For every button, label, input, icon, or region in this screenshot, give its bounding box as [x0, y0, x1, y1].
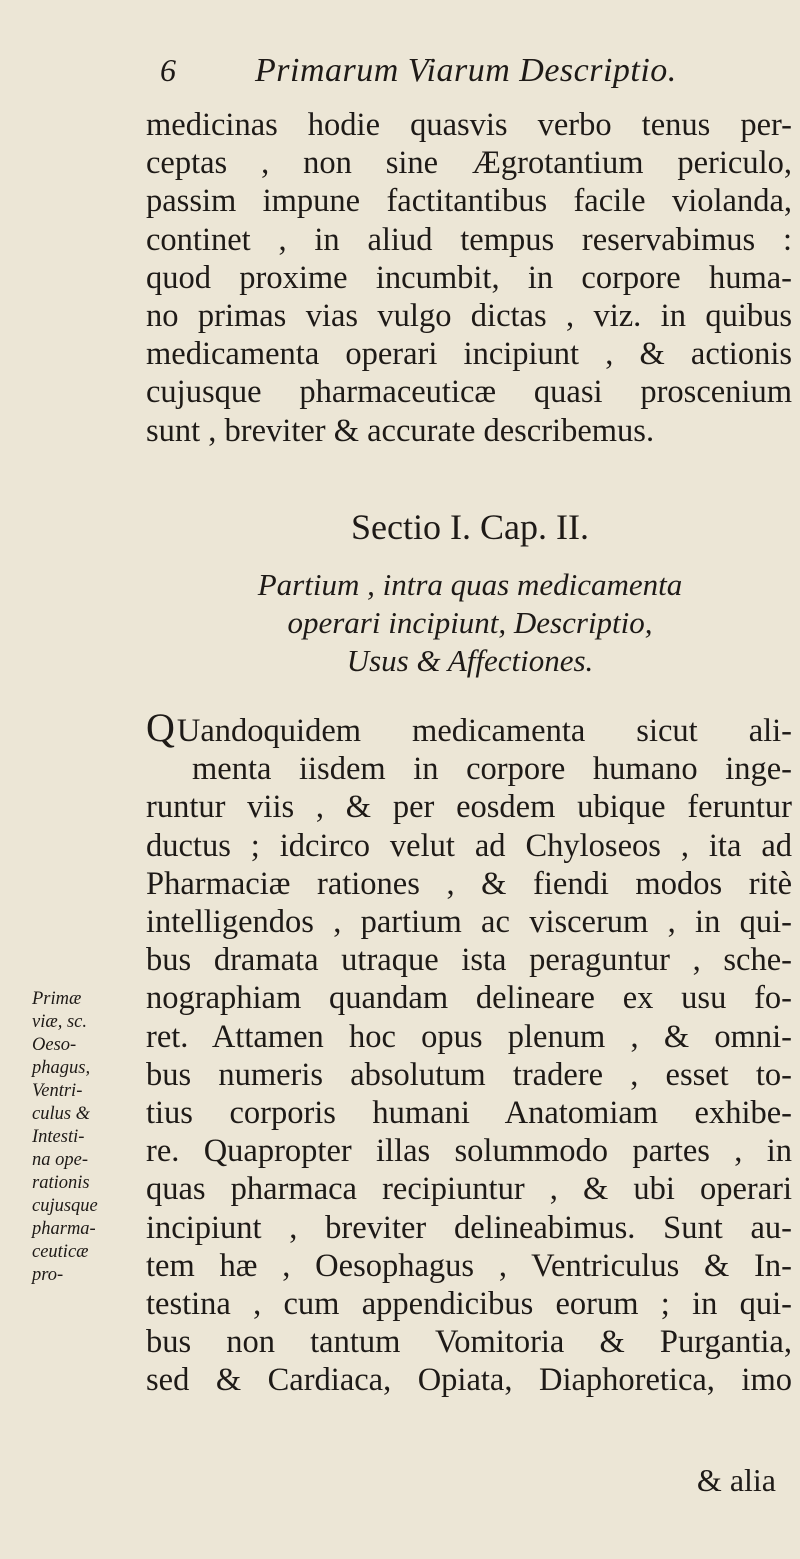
- marginal-note-line: Ventri-: [32, 1081, 83, 1101]
- marginal-note: [32, 988, 142, 1287]
- paragraph-main: [146, 705, 792, 1400]
- catchword: & alia: [696, 1462, 776, 1498]
- text-line-first: [146, 705, 792, 750]
- text-line: quas pharmaca recipiuntur , & ubi operari: [146, 1171, 792, 1208]
- text-line: bus non tantum Vomitoria & Purgantia,: [146, 1324, 792, 1361]
- text-line: tem hæ , Oesophagus , Ventriculus & In-: [146, 1247, 792, 1284]
- text-line: intelligendos , partium ac viscerum , in qui-: [146, 904, 792, 941]
- marginal-note-line: viæ, sc.: [32, 1012, 87, 1032]
- text-line: Pharmaciæ rationes , & fiendi modos ritè: [146, 865, 792, 902]
- first-line-text: Uandoquidem medicamenta sicut ali-: [176, 713, 792, 749]
- text-line: no primas vias vulgo dictas , viz. in quibus: [146, 298, 792, 335]
- marginal-note-line: culus &: [32, 1104, 91, 1124]
- text-line: medicamenta operari incipiunt , & actionis: [146, 336, 792, 373]
- marginal-note-line: rationis: [32, 1173, 90, 1193]
- text-line: ductus ; idcirco velut ad Chyloseos , ita ad: [146, 827, 792, 864]
- paragraph-continued: [146, 106, 792, 450]
- drop-cap: Q: [146, 705, 175, 750]
- marginal-note-line: na ope-: [32, 1150, 88, 1170]
- text-line: runtur viis , & per eosdem ubique feruntur: [146, 789, 792, 826]
- marginal-note-line: phagus,: [32, 1058, 91, 1078]
- text-line: sunt , breviter & accurate describemus.: [146, 412, 655, 449]
- text-line: medicinas hodie quasvis verbo tenus per-: [146, 107, 792, 143]
- marginal-note-line: Oeso-: [32, 1035, 77, 1055]
- marginal-note-line: pharma-: [32, 1219, 96, 1239]
- section-heading: Sectio I. Cap. II.: [351, 507, 589, 547]
- marginal-note-line: ceuticæ: [32, 1242, 89, 1262]
- text-line: ceptas , non sine Ægrotantium periculo,: [146, 145, 792, 182]
- text-line: testina , cum appendicibus eorum ; in qui-: [146, 1286, 792, 1323]
- chapter-subtitle-line: operari incipiunt, Descriptio,: [287, 605, 653, 640]
- text-line: continet , in aliud tempus reservabimus :: [146, 221, 792, 258]
- text-line: cujusque pharmaceuticæ quasi proscenium: [146, 374, 792, 411]
- text-line: sed & Cardiaca, Opiata, Diaphoretica, imo: [146, 1362, 792, 1399]
- text-line: tius corporis humani Anatomiam exhibe-: [146, 1095, 792, 1132]
- page-number: 6: [160, 52, 176, 88]
- text-line: incipiunt , breviter delineabimus. Sunt au-: [146, 1209, 792, 1246]
- text-line: bus dramata utraque ista peraguntur , sche-: [146, 942, 792, 979]
- marginal-note-line: cujusque: [32, 1196, 98, 1216]
- text-line: passim impune factitantibus facile violanda,: [146, 183, 792, 220]
- text-line: quod proxime incumbit, in corpore huma-: [146, 259, 792, 296]
- marginal-note-line: Primæ: [32, 989, 82, 1009]
- text-line: re. Quapropter illas solummodo partes , in: [146, 1133, 792, 1170]
- text-line: nographiam quandam delineare ex usu fo-: [146, 980, 792, 1017]
- page-header: [160, 52, 760, 96]
- text-line: menta iisdem in corpore humano inge-: [192, 751, 792, 788]
- chapter-subtitle-line: Usus & Affectiones.: [346, 643, 594, 678]
- chapter-subtitle-line: Partium , intra quas medicamenta: [257, 567, 683, 602]
- running-title: Primarum Viarum Descriptio.: [255, 52, 677, 89]
- text-line: bus numeris absolutum tradere , esset to-: [146, 1056, 792, 1093]
- marginal-note-line: Intesti-: [32, 1127, 85, 1147]
- text-line: ret. Attamen hoc opus plenum , & omni-: [146, 1018, 792, 1055]
- marginal-note-line: pro-: [32, 1265, 64, 1285]
